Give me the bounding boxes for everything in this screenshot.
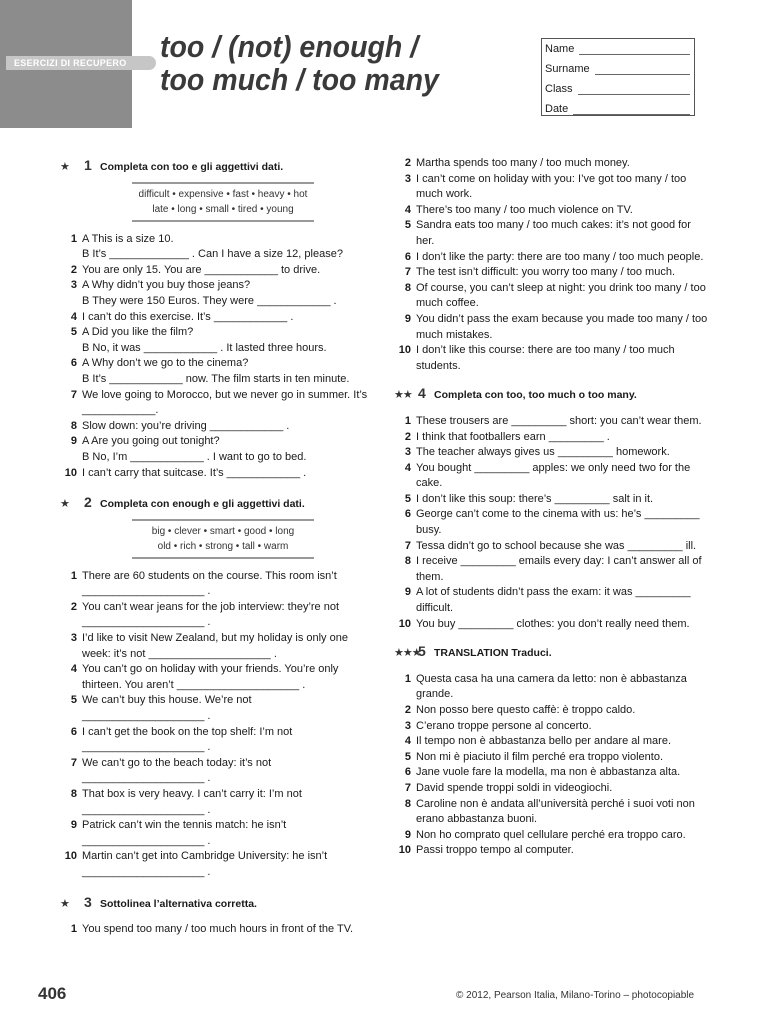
exercise-item: [60, 818, 370, 849]
item-number: 8: [404, 555, 411, 568]
exercise-items: [394, 414, 712, 632]
item-text: David spende troppi soldi in videogiochi.: [416, 781, 613, 794]
item-text: Passi troppo tempo al computer.: [416, 844, 574, 857]
exercise-items: [394, 672, 712, 859]
item-text: I don’t like this soup: there’s _________ salt in it.: [416, 492, 654, 505]
item-text: Martha spends too many / too much money.: [416, 157, 630, 169]
exercise-item: [60, 341, 370, 357]
exercise-item: [394, 750, 712, 766]
exercise-instruction: Completa con enough e gli aggettivi dati.: [100, 498, 305, 511]
exercise-heading: [60, 158, 370, 176]
item-number: 6: [404, 508, 411, 521]
exercise-item: [60, 356, 370, 372]
item-number: 3: [404, 172, 411, 185]
item-text: C’erano troppe persone al concerto.: [416, 719, 592, 732]
exercise-item: [394, 765, 712, 781]
item-text: Non posso bere questo caffè: è troppo caldo.: [416, 704, 636, 716]
word-box: [132, 182, 314, 222]
item-text: These trousers are _________ short: you can’t wear them.: [416, 414, 702, 427]
exercise-item: [60, 310, 370, 326]
exercise-item: [394, 430, 712, 446]
exercise-heading: [60, 495, 370, 513]
title-line-1: too / (not) enough /: [160, 29, 419, 64]
item-number: 7: [404, 539, 411, 552]
exercise-item: [60, 693, 370, 724]
item-text: I can’t get the book on the top shelf: I’m not ____________________ .: [82, 725, 293, 754]
item-number: 10: [398, 844, 411, 857]
exercise-number: 2: [84, 494, 92, 511]
item-number: 1: [70, 232, 77, 245]
item-text: Caroline non è andata all’università perché i suoi voti non erano abbastanza buoni.: [416, 797, 695, 826]
exercise-items: [60, 569, 370, 881]
item-number: 9: [404, 312, 411, 325]
item-text: We can’t go to the beach today: it’s not ____________________ .: [82, 756, 272, 785]
item-text: A lot of students didn’t pass the exam: it was _________ difficult.: [416, 586, 691, 615]
exercise-item: [60, 434, 370, 450]
item-number: 10: [64, 466, 77, 479]
class-line[interactable]: [578, 80, 690, 95]
word-box: [132, 519, 314, 559]
item-text: B It’s _____________ . Can I have a size 12, please?: [82, 248, 343, 261]
exercise-item: [394, 156, 712, 172]
exercise-item: [394, 218, 712, 249]
exercise-item: [394, 445, 712, 461]
word-box-line: old • rich • strong • tall • warm: [157, 540, 289, 552]
exercise-heading: [60, 895, 370, 913]
item-number: 4: [404, 461, 411, 474]
exercise-3: [60, 895, 370, 938]
title-line-2: too much / too many: [160, 62, 439, 97]
exercise-item: [394, 843, 712, 859]
item-number: 3: [404, 719, 411, 732]
name-line[interactable]: [579, 40, 690, 55]
word-box-line: big • clever • smart • good • long: [151, 525, 295, 537]
item-text: A Why don’t we go to the cinema?: [82, 357, 249, 370]
item-number: 10: [398, 344, 411, 357]
exercise-5: [394, 644, 712, 859]
item-number: 9: [70, 819, 77, 832]
item-text: You spend too many / too much hours in front of the TV.: [82, 923, 354, 936]
item-number: 8: [404, 281, 411, 294]
item-number: 4: [404, 735, 411, 748]
item-text: You can’t go on holiday with your friends. You’re only thirteen. You aren’t ____________________ .: [82, 663, 339, 691]
item-text: We can’t buy this house. We’re not ____________________ .: [82, 694, 252, 723]
exercise-items: [394, 156, 712, 374]
item-number: 1: [70, 923, 77, 936]
exercise-item: [60, 787, 370, 818]
exercise-item: [394, 265, 712, 281]
item-text: Non ho comprato quel cellulare perché era troppo caro.: [416, 828, 686, 841]
exercise-item: [394, 585, 712, 616]
exercise-items: [60, 232, 370, 482]
item-text: I don’t like this course: there are too many / too much students.: [416, 344, 675, 372]
exercise-item: [60, 569, 370, 600]
exercise-item: [60, 662, 370, 693]
exercise-item: [394, 797, 712, 828]
item-number: 10: [398, 617, 411, 630]
item-number: [60, 294, 82, 310]
item-number: 5: [70, 326, 77, 339]
item-text: A Are you going out tonight?: [82, 435, 220, 448]
exercise-item: [60, 631, 370, 662]
exercise-4: [394, 386, 712, 632]
item-number: 5: [404, 492, 411, 505]
item-text: I can’t do this exercise. It’s ____________ .: [82, 310, 294, 323]
exercise-item: [60, 419, 370, 435]
item-text: George can’t come to the cinema with us: he’s _________ busy.: [416, 508, 700, 537]
exercise-item: [60, 372, 370, 388]
class-label: Class: [545, 83, 573, 95]
exercise-item: [394, 461, 712, 492]
item-number: [60, 450, 82, 466]
exercise-number: 4: [418, 385, 426, 402]
item-number: 1: [404, 672, 411, 685]
exercise-item: [394, 781, 712, 797]
exercise-item: [60, 922, 370, 938]
exercise-number: 1: [84, 157, 92, 173]
item-number: 5: [70, 694, 77, 707]
item-number: 7: [70, 756, 77, 769]
exercise-item: [60, 388, 370, 419]
item-number: 6: [70, 357, 77, 370]
exercise-heading: [394, 386, 712, 404]
exercise-item: [60, 849, 370, 880]
item-number: 2: [70, 600, 77, 613]
item-number: 8: [70, 419, 77, 432]
difficulty-stars: ★: [60, 161, 69, 173]
item-text: I receive _________ emails every day: I can’t answer all of them.: [416, 555, 702, 583]
exercise-items: [60, 922, 370, 938]
exercise-item: [394, 281, 712, 312]
exercise-item: [60, 725, 370, 756]
item-number: [60, 341, 82, 357]
exercise-item: [60, 450, 370, 466]
exercise-item: [394, 250, 712, 266]
exercise-item: [394, 617, 712, 633]
exercise-instruction: Completa con too e gli aggettivi dati.: [100, 161, 284, 173]
item-number: [60, 247, 82, 263]
item-number: 2: [70, 263, 77, 276]
item-text: You didn’t pass the exam because you made too many / too much mistakes.: [416, 312, 708, 341]
item-number: 9: [404, 586, 411, 599]
item-text: I don’t like the party: there are too many / too much people.: [416, 250, 704, 263]
item-number: 1: [404, 414, 411, 427]
item-text: I can’t come on holiday with you: I’ve got too many / too much work.: [416, 172, 687, 201]
item-number: 7: [404, 266, 411, 279]
item-number: 3: [70, 632, 77, 645]
exercise-instruction: TRANSLATION Traduci.: [434, 647, 552, 660]
item-text: Slow down: you’re driving ____________ .: [82, 419, 290, 432]
right-column: [394, 156, 712, 859]
item-text: You bought _________ apples: we only need two for the cake.: [416, 461, 691, 490]
item-text: B It’s ____________ now. The film starts in ten minute.: [82, 372, 350, 385]
copyright-notice: © 2012, Pearson Italia, Milano-Torino – photocopiable: [456, 990, 695, 1001]
item-number: 7: [404, 781, 411, 794]
item-text: I’d like to visit New Zealand, but my holiday is only one week: it’s not ____________________ .: [82, 632, 348, 660]
item-text: There are 60 students on the course. This room isn’t ____________________ .: [82, 569, 337, 598]
exercise-item: [60, 278, 370, 294]
exercise-number: 5: [418, 643, 426, 660]
exercise-item: [394, 539, 712, 555]
item-number: 4: [70, 663, 77, 676]
item-text: The test isn’t difficult: you worry too many / too much.: [416, 266, 676, 279]
item-text: You buy _________ clothes: you don’t really need them.: [416, 617, 690, 630]
exercise-number: 3: [84, 893, 92, 910]
exercise-item: [60, 263, 370, 279]
word-box-line: late • long • small • tired • young: [152, 203, 294, 215]
exercise-item: [60, 600, 370, 631]
date-label: Date: [545, 103, 569, 115]
item-number: 1: [70, 569, 77, 582]
exercise-item: [394, 492, 712, 508]
exercise-item: [60, 247, 370, 263]
exercise-item: [394, 734, 712, 750]
item-text: A Why didn’t you buy those jeans?: [82, 279, 251, 292]
surname-row[interactable]: [545, 60, 691, 80]
item-number: 8: [70, 788, 77, 800]
item-text: Jane vuole fare la modella, ma non è abbastanza alta.: [416, 766, 681, 779]
exercise-2: [60, 495, 370, 880]
item-text: You are only 15. You are ____________ to drive.: [82, 263, 321, 276]
item-number: 7: [70, 388, 77, 401]
item-text: Questa casa ha una camera da letto: non è abbastanza grande.: [416, 672, 687, 701]
surname-label: Surname: [545, 63, 590, 75]
exercise-item: [394, 719, 712, 735]
page-number: 406: [38, 984, 67, 1003]
item-number: 10: [64, 850, 77, 863]
item-text: I think that footballers earn _________ .: [416, 430, 610, 443]
exercise-item: [60, 466, 370, 482]
exercise-item: [394, 703, 712, 719]
item-text: B No, it was ____________ . It lasted three hours.: [82, 341, 327, 354]
exercise-item: [394, 203, 712, 219]
item-number: 9: [70, 435, 77, 448]
page-title: [160, 30, 439, 96]
item-text: B No, I’m ____________ . I want to go to bed.: [82, 450, 307, 463]
item-text: Non mi è piaciuto il film perché era troppo violento.: [416, 750, 664, 763]
item-text: Il tempo non è abbastanza bello per andare al mare.: [416, 735, 671, 748]
item-text: There’s too many / too much violence on TV.: [416, 203, 633, 216]
surname-line[interactable]: [595, 60, 690, 75]
exercise-item: [394, 172, 712, 203]
exercise-heading: [394, 644, 712, 662]
item-text: I can’t carry that suitcase. It’s ____________ .: [82, 466, 307, 479]
item-number: [60, 372, 82, 388]
left-column: [60, 158, 370, 938]
date-row[interactable]: [545, 100, 691, 120]
exercise-item: [394, 312, 712, 343]
item-number: 4: [70, 310, 77, 323]
item-text: That box is very heavy. I can’t carry it: I’m not ____________________ .: [82, 788, 302, 816]
item-text: You can’t wear jeans for the job interview: they’re not ____________________ .: [82, 600, 340, 629]
exercise-item: [394, 672, 712, 703]
difficulty-stars: ★★★: [394, 647, 421, 660]
item-number: 6: [404, 766, 411, 779]
item-text: Tessa didn’t go to school because she was _________ ill.: [416, 539, 697, 552]
difficulty-stars: ★★: [394, 389, 412, 402]
item-text: We love going to Morocco, but we never go in summer. It’s ____________.: [82, 388, 368, 417]
item-text: A Did you like the film?: [82, 326, 194, 339]
class-row[interactable]: [545, 80, 691, 100]
exercise-instruction: Sottolinea l’alternativa corretta.: [100, 897, 257, 910]
exercise-item: [394, 507, 712, 538]
item-text: Sandra eats too many / too much cakes: it’s not good for her.: [416, 219, 691, 247]
exercise-item: [394, 554, 712, 585]
item-number: 5: [404, 750, 411, 763]
exercise-item: [394, 343, 712, 374]
exercise-instruction: Completa con too, too much o too many.: [434, 389, 637, 402]
exercise-item: [60, 294, 370, 310]
exercise-item: [394, 414, 712, 430]
student-info-box: [541, 38, 695, 116]
item-number: 6: [70, 725, 77, 738]
difficulty-stars: ★: [60, 897, 69, 910]
exercise-item: [60, 325, 370, 341]
exercise-item: [60, 756, 370, 787]
item-number: 5: [404, 219, 411, 232]
exercise-item: [60, 232, 370, 248]
item-text: Martin can’t get into Cambridge University: he isn’t ____________________ .: [82, 850, 328, 878]
difficulty-stars: ★: [60, 498, 69, 511]
item-number: 2: [404, 430, 411, 443]
item-number: 2: [404, 157, 411, 169]
date-line[interactable]: [573, 100, 690, 115]
item-text: Patrick can’t win the tennis match: he isn’t ____________________ .: [82, 819, 287, 847]
item-number: 9: [404, 828, 411, 841]
name-label: Name: [545, 43, 575, 55]
item-number: 4: [404, 203, 411, 216]
item-number: 2: [404, 704, 411, 716]
item-text: Of course, you can’t sleep at night: you drink too many / too much coffee.: [416, 281, 706, 310]
name-row[interactable]: [545, 40, 691, 60]
exercise-item: [394, 828, 712, 844]
item-number: 3: [404, 446, 411, 459]
exercise-1: [60, 158, 370, 481]
section-tab: ESERCIZI DI RECUPERO: [6, 56, 156, 70]
item-text: A This is a size 10.: [82, 232, 174, 245]
item-number: 8: [404, 797, 411, 810]
exercise-3-continued: [394, 156, 712, 374]
item-number: 6: [404, 250, 411, 263]
word-box-line: difficult • expensive • fast • heavy • hot: [138, 188, 308, 200]
item-text: The teacher always gives us _________ homework.: [416, 446, 670, 459]
item-text: B They were 150 Euros. They were ____________ .: [82, 294, 337, 307]
item-number: 3: [70, 279, 77, 292]
